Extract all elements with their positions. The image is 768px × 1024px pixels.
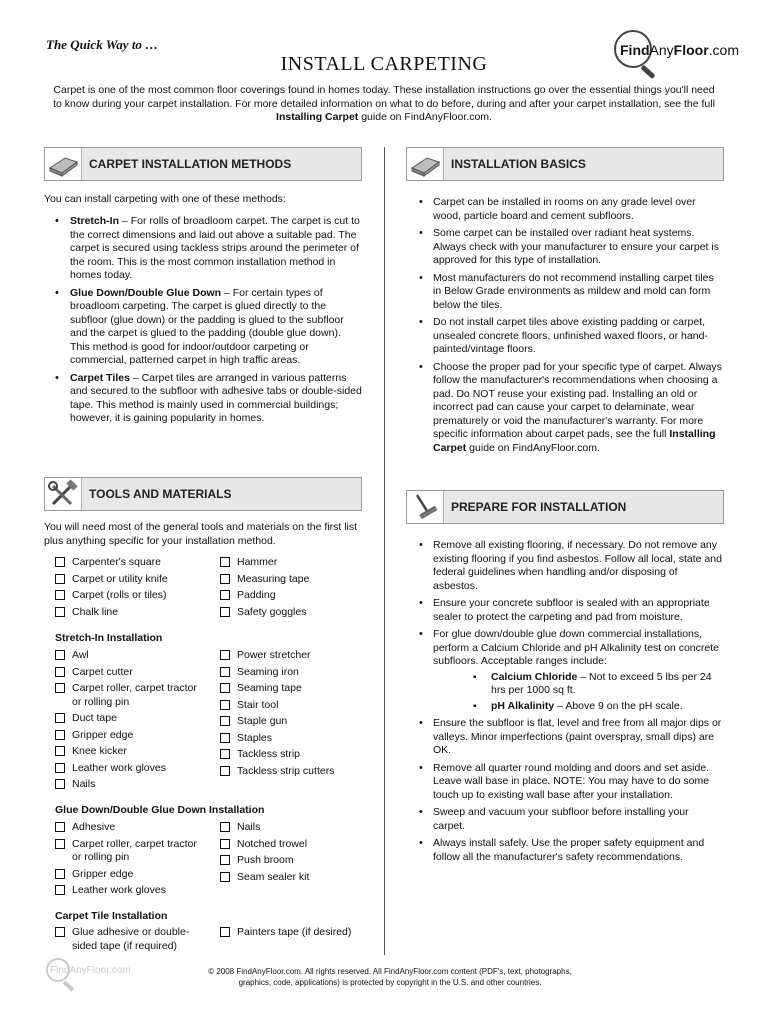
list-item: • Sweep and vacuum your subfloor before installing your carpet.: [416, 806, 722, 833]
checklist-item: [55, 712, 205, 726]
methods-intro: You can install carpeting with one of these methods:: [44, 193, 286, 205]
checklist-item: [55, 926, 205, 953]
checklist-general-right: [220, 556, 370, 622]
checklist-label: Carpet (rolls or tiles): [72, 589, 167, 601]
checkbox-icon: [220, 733, 230, 743]
list-item: • Ensure your concrete subfloor is sealed with an appropriate sealer to protect the carpeting and pad from moisture.: [416, 597, 722, 624]
carpet-sample-icon: [407, 148, 444, 180]
checklist-item: [220, 748, 370, 762]
carpet-tile-heading: Carpet Tile Installation: [55, 910, 168, 922]
section-header-basics: [406, 147, 724, 181]
checklist-label: Gripper edge: [72, 728, 134, 741]
intro-text-end: guide on FindAnyFloor.com.: [358, 111, 492, 123]
checkbox-icon: [55, 822, 65, 832]
copyright-notice: [150, 966, 630, 988]
checkbox-icon: [220, 700, 230, 710]
section-title: PREPARE FOR INSTALLATION: [451, 500, 627, 514]
checkbox-icon: [220, 607, 230, 617]
pad-text: Choose the proper pad for your specific type of carpet. Always follow the manufacturer's recommendations when choosing a pad. Do NOT reuse your existing pad. Installing an old or incorrect pad can cause your carpet to delaminate, wear prematurely or void the manufacturer's warranty. For more specific information about carpet pads, see the full: [433, 360, 722, 440]
checkbox-icon: [220, 683, 230, 693]
pad-text-end: guide on FindAnyFloor.com.: [466, 441, 600, 454]
checklist-item: [55, 573, 205, 587]
list-item: [416, 361, 722, 456]
checklist-item: [220, 606, 370, 620]
checkbox-icon: [55, 927, 65, 937]
checkbox-icon: [220, 749, 230, 759]
logo-floor: Floor: [673, 42, 709, 58]
checklist-stretch-left: [55, 649, 205, 795]
checklist-label: Measuring tape: [237, 572, 310, 585]
checklist-item: [220, 765, 370, 779]
list-item: • Remove all quarter round molding and doors and set aside. Leave wall base in place. NOTE: You may have to do some touch up to existing wall base after your installation.: [416, 762, 722, 803]
checkbox-icon: [55, 730, 65, 740]
checklist-item: [55, 762, 205, 776]
footer-logo: [46, 958, 136, 992]
list-item: • Always install safely. Use the proper safety equipment and follow all the manufacturer's safety recommendations.: [416, 837, 722, 864]
checklist-item: [220, 854, 370, 868]
checkbox-icon: [55, 607, 65, 617]
checklist-label: Carpet or utility knife: [72, 572, 168, 585]
list-item: • Some carpet can be installed over radiant heat systems. Always check with your manufacturer to ensure your carpet is approved for this type of installation.: [416, 227, 722, 268]
checkbox-icon: [220, 766, 230, 776]
checklist-item: [220, 732, 370, 746]
list-item: [416, 628, 722, 713]
checklist-glue-right: [220, 821, 370, 887]
test-ranges-list: [433, 671, 722, 714]
checklist-label: Staple gun: [237, 715, 288, 727]
checklist-item: [55, 666, 205, 680]
checklist-label: Hammer: [237, 556, 278, 568]
checklist-item: [220, 666, 370, 680]
checkbox-icon: [220, 557, 230, 567]
checkbox-icon: [55, 839, 65, 849]
checklist-tile-right: [220, 926, 370, 943]
method-text: – For rolls of broadloom carpet. The carpet is cut to the correct dimensions and laid out above a suitable pad. The carpet is secured using tackless strips around the perimeter of the room. This is the most common installation method in homes today.: [70, 215, 360, 281]
checklist-label: Power stretcher: [237, 649, 311, 661]
list-item: • Carpet can be installed in rooms on any grade level over wood, particle board and cement subfloors.: [416, 196, 722, 223]
list-item: • Do not install carpet tiles above existing padding or carpet, unsealed concrete floors, unfinished waxed floors, or hand-painted/vintage floors.: [416, 316, 722, 357]
logo-any: Any: [649, 42, 674, 58]
list-item: • Ensure the subfloor is flat, level and free from all major dips or valleys. Minor imperfections (paint overspray, small dips) are OK.: [416, 717, 722, 758]
checklist-item: [55, 682, 205, 709]
carpet-sample-icon: [45, 148, 82, 180]
checklist-item: [220, 838, 370, 852]
checkbox-icon: [220, 650, 230, 660]
checklist-item: [55, 649, 205, 663]
checklist-label: Gripper edge: [72, 867, 134, 880]
basics-list: [416, 196, 722, 459]
checklist-label: Carpet roller, carpet tractor or rolling pin: [72, 682, 197, 708]
list-item: • Remove all existing flooring, if necessary. Do not remove any existing flooring if you find asbestos. Follow all local, state and federal guidelines when handling and/or disposing of asbestos.: [416, 539, 722, 593]
checklist-item: [55, 745, 205, 759]
list-item: [44, 287, 362, 368]
copyright-line-2: graphics, code, applications) is protected by copyright in the U.S. and other countries.: [238, 978, 542, 987]
list-item: [433, 671, 722, 698]
checklist-label: Nails: [72, 778, 96, 790]
copyright-line-1: © 2008 FindAnyFloor.com. All rights reserved. All FindAnyFloor.com content (PDF's, text, photographs,: [208, 967, 572, 976]
checklist-label: Notched trowel: [237, 837, 308, 850]
checkbox-icon: [220, 822, 230, 832]
prepare-list: [416, 539, 722, 868]
checklist-item: [220, 589, 370, 603]
checkbox-icon: [220, 574, 230, 584]
method-text: – Carpet tiles are arranged in various patterns and secured to the subfloor with adhesive tabs or double-sided tape. This method is mainly used in commercial buildings; however, it is gaining popularity in homes.: [70, 371, 362, 424]
checklist-item: [220, 871, 370, 885]
section-title: INSTALLATION BASICS: [451, 157, 586, 171]
method-text: – For certain types of broadloom carpeting. The carpet is glued directly to the subfloor (glue down) or the padding is glued to the subfloor and the carpet is glued to the padding (double glue down). This method is good for indoor/outdoor carpeting or commercial, patterned carpet in high traffic areas.: [70, 286, 344, 366]
checklist-item: [55, 884, 205, 898]
range-term: Calcium Chloride: [491, 670, 578, 683]
hammer-wrench-icon: [45, 478, 82, 510]
methods-list: [44, 215, 362, 430]
checklist-item: [220, 556, 370, 570]
stretch-in-heading: Stretch-In Installation: [55, 632, 163, 644]
list-item: [433, 700, 722, 714]
checklist-item: [55, 821, 205, 835]
checklist-label: Painters tape (if desired): [237, 926, 352, 938]
checklist-label: Leather work gloves: [72, 884, 166, 896]
checklist-label: Knee kicker: [72, 745, 127, 757]
test-text: For glue down/double glue down commercial installations, perform a Calcium Chloride and pH Alkalinity test on concrete subfloors. Acceptable ranges include:: [433, 628, 719, 667]
checklist-label: Stair tool: [237, 698, 279, 711]
checkbox-icon: [220, 716, 230, 726]
checklist-label: Nails: [237, 821, 261, 833]
checklist-label: Chalk line: [72, 605, 119, 618]
checkbox-icon: [55, 869, 65, 879]
checklist-label: Carpet roller, carpet tractor or rolling pin: [72, 837, 197, 863]
push-broom-icon: [407, 491, 444, 523]
checklist-item: [55, 556, 205, 570]
checkbox-icon: [55, 779, 65, 789]
glue-down-heading: Glue Down/Double Glue Down Installation: [55, 804, 265, 816]
checklist-label: Leather work gloves: [72, 761, 166, 774]
tagline: The Quick Way to …: [46, 37, 159, 52]
range-term: pH Alkalinity: [491, 699, 555, 712]
checklist-item: [55, 606, 205, 620]
checklist-label: Staples: [237, 731, 273, 744]
checklist-item: [55, 778, 205, 792]
checkbox-icon: [220, 927, 230, 937]
checklist-item: [220, 573, 370, 587]
checkbox-icon: [55, 763, 65, 773]
method-term: Stretch-In: [70, 215, 120, 227]
footer-logo-text: FindAnyFloor.com: [50, 965, 131, 976]
checkbox-icon: [55, 650, 65, 660]
checklist-label: Safety goggles: [237, 605, 307, 618]
checklist-label: Push broom: [237, 854, 294, 866]
intro-guide-link: Installing Carpet: [276, 111, 359, 123]
magnifier-handle: [63, 981, 75, 992]
checklist-label: Carpenter's square: [72, 556, 161, 568]
checkbox-icon: [220, 872, 230, 882]
checklist-label: Adhesive: [72, 821, 116, 833]
checklist-tile-left: [55, 926, 205, 956]
column-divider: [384, 147, 385, 955]
pad-guide-link: Installing Carpet: [433, 428, 716, 454]
checklist-glue-left: [55, 821, 205, 901]
checklist-item: [220, 682, 370, 696]
checklist-item: [55, 589, 205, 603]
checkbox-icon: [220, 667, 230, 677]
checklist-item: [220, 926, 370, 940]
logo-find: Find: [620, 42, 650, 58]
checkbox-icon: [55, 574, 65, 584]
checklist-label: Duct tape: [72, 712, 117, 724]
checklist-label: Carpet cutter: [72, 665, 133, 678]
checkbox-icon: [55, 713, 65, 723]
checklist-label: Glue adhesive or double-sided tape (if required): [72, 926, 190, 952]
tools-intro: You will need most of the general tools and materials on the first list plus anything specific for your installation method.: [44, 521, 358, 547]
checklist-stretch-right: [220, 649, 370, 781]
range-text: – Above 9 on the pH scale.: [554, 699, 683, 712]
intro-paragraph: [52, 84, 716, 125]
range-text: – Not to exceed 5 lbs per 24 hrs per 1000 sq ft.: [491, 670, 712, 696]
list-item: • Most manufacturers do not recommend installing carpet tiles in Below Grade environments as mildew and mold can form below the tiles.: [416, 272, 722, 313]
checklist-label: Seaming tape: [237, 682, 302, 694]
method-term: Carpet Tiles: [70, 371, 130, 384]
checklist-item: [55, 868, 205, 882]
section-title: TOOLS AND MATERIALS: [89, 487, 232, 501]
checklist-label: Tackless strip: [237, 748, 301, 760]
checklist-item: [220, 821, 370, 835]
checklist-label: Awl: [72, 649, 89, 661]
checkbox-icon: [220, 839, 230, 849]
checklist-item: [55, 838, 205, 865]
checklist-item: [55, 729, 205, 743]
list-item: [44, 372, 362, 426]
checklist-general-left: [55, 556, 205, 622]
checkbox-icon: [220, 590, 230, 600]
section-header-methods: [44, 147, 362, 181]
checklist-label: Tackless strip cutters: [237, 764, 335, 777]
checkbox-icon: [55, 885, 65, 895]
checkbox-icon: [55, 590, 65, 600]
checklist-item: [220, 715, 370, 729]
checkbox-icon: [55, 683, 65, 693]
section-header-tools: [44, 477, 362, 511]
list-item: [44, 215, 362, 283]
method-term: Glue Down/Double Glue Down: [70, 286, 222, 299]
checklist-label: Seam sealer kit: [237, 870, 310, 883]
logo-com: .com: [708, 42, 740, 58]
checkbox-icon: [55, 667, 65, 677]
section-header-prepare: [406, 490, 724, 524]
checklist-item: [220, 649, 370, 663]
checklist-label: Padding: [237, 589, 276, 601]
checklist-label: Seaming iron: [237, 665, 299, 678]
checkbox-icon: [55, 746, 65, 756]
checklist-item: [220, 699, 370, 713]
page-title: INSTALL CARPETING: [280, 53, 488, 75]
intro-text: Carpet is one of the most common floor coverings found in homes today. These installation instructions go over the essential things you'll need to know during your carpet installation. For more detailed information on what to do before, during and after your carpet installation, see the full: [53, 84, 715, 110]
checkbox-icon: [220, 855, 230, 865]
section-title: CARPET INSTALLATION METHODS: [89, 157, 292, 171]
checkbox-icon: [55, 557, 65, 567]
